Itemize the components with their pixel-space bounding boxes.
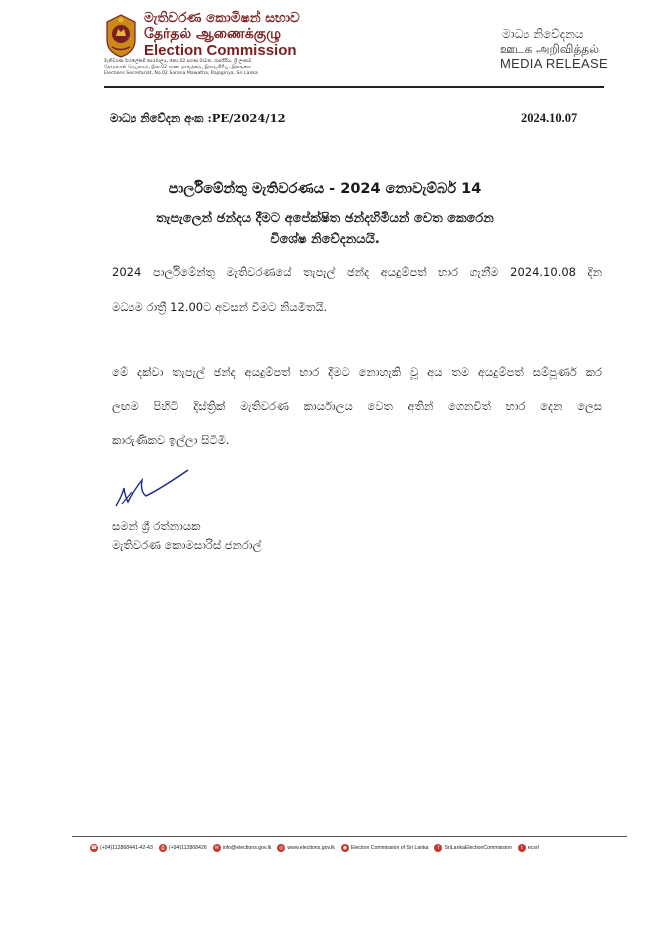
document-title: පාර්ලිමේන්තු මැතිවරණය - 2024 නොවැම්බර් 14	[168, 181, 482, 197]
paragraph1-line-2: මධ්‍යම රාත්‍රී 12.00ට අවසන් වීමට නියමිතයි.	[112, 300, 328, 314]
address-line-sinhala: මැතිවරණ මහලේකම් කාර්යාලය, නො.02 සරණ මාවත, රාජගිරිය, ශ්‍රී ලංකාව	[104, 59, 252, 64]
sri-lanka-emblem-icon	[104, 14, 138, 58]
email-icon: ✉	[214, 845, 219, 851]
footer-facebook[interactable]: f SriLankaElectionCommission	[434, 844, 511, 852]
subtitle-line-1: තැපැලෙන් ඡන්දය දීමට අපේක්ෂිත ඡන්දහිමියන් වෙත කෙරෙන	[156, 211, 494, 226]
media-release-english: MEDIA RELEASE	[500, 56, 608, 71]
address-line-tamil: தேர்தல்கள் செயலகம், இல.02 சரண மாவத்தை, இராஜகிரிய, இலங்கை	[104, 65, 252, 70]
footer-email[interactable]: ✉ info@elections.gov.lk	[214, 845, 272, 851]
media-release-sinhala: මාධ්‍ය නිවේදනය	[502, 27, 584, 41]
footer-instagram[interactable]: ◉ Election Commission of Sri Lanka	[342, 845, 429, 851]
signatory-title: මැතිවරණ කොමසාරිස් ජනරාල්	[112, 538, 262, 552]
footer-contacts	[90, 844, 539, 852]
media-release-tamil: ஊடக அறிவித்தல்	[500, 42, 600, 56]
footer-fax[interactable]: ⎙ (+94)112868426	[160, 845, 207, 851]
paragraph2-line-1: මේ දක්වා තැපැල් ඡන්ද අයදුම්පත් භාර දීමට නොහැකි වූ අය තම අයදුම්පත් සම්පූර්ණ කර	[112, 365, 602, 379]
web-icon: ◎	[279, 845, 284, 851]
footer-phone[interactable]: ☎ (+94)112868441-42-43	[90, 845, 153, 851]
twitter-icon: t	[518, 844, 526, 852]
fax-icon: ⎙	[160, 845, 165, 851]
paragraph2-line-2: ලඟම පිහිටි දිස්ත්‍රික් මැතිවරණ කාර්යාලය වෙත අතින් ගෙනවිත් භාර දෙන ලෙස	[112, 399, 602, 413]
signatory-name: සමන් ශ්‍රී රත්නායක	[112, 519, 201, 533]
footer-website[interactable]: ◎ www.elections.gov.lk	[279, 845, 335, 851]
org-name-english: Election Commission	[144, 42, 297, 59]
header-divider	[104, 86, 604, 88]
handwritten-signature	[112, 466, 192, 510]
org-name-tamil: தேர்தல் ஆணைக்குழு	[144, 26, 282, 42]
footer-divider	[72, 836, 627, 837]
address-line-english: Elections Secretariat, No.02 Sarana Mawatha, Rajagiriya, Sri Lanka	[104, 71, 258, 76]
instagram-icon: ◉	[342, 845, 348, 851]
facebook-icon: f	[434, 844, 442, 852]
release-date: 2024.10.07	[521, 111, 578, 125]
paragraph1-line-1: 2024 පාර්ලිමේන්තු මැතිවරණයේ තැපැල් ඡන්ද අයදුම්පත් භාර ගැනීම 2024.10.08 දින	[112, 265, 602, 279]
org-name-sinhala: මැතිවරණ කොමිෂන් සභාව	[144, 10, 300, 26]
footer-twitter[interactable]: t ecsrl	[518, 844, 539, 852]
reference-number: මාධ්‍ය නිවේදන අංක :PE/2024/12	[110, 111, 286, 125]
phone-icon: ☎	[90, 845, 98, 851]
paragraph2-line-3: කාරුණිකව ඉල්ලා සිටිමි.	[112, 433, 230, 447]
subtitle-line-2: විශේෂ නිවේදනයයි.	[270, 232, 380, 247]
